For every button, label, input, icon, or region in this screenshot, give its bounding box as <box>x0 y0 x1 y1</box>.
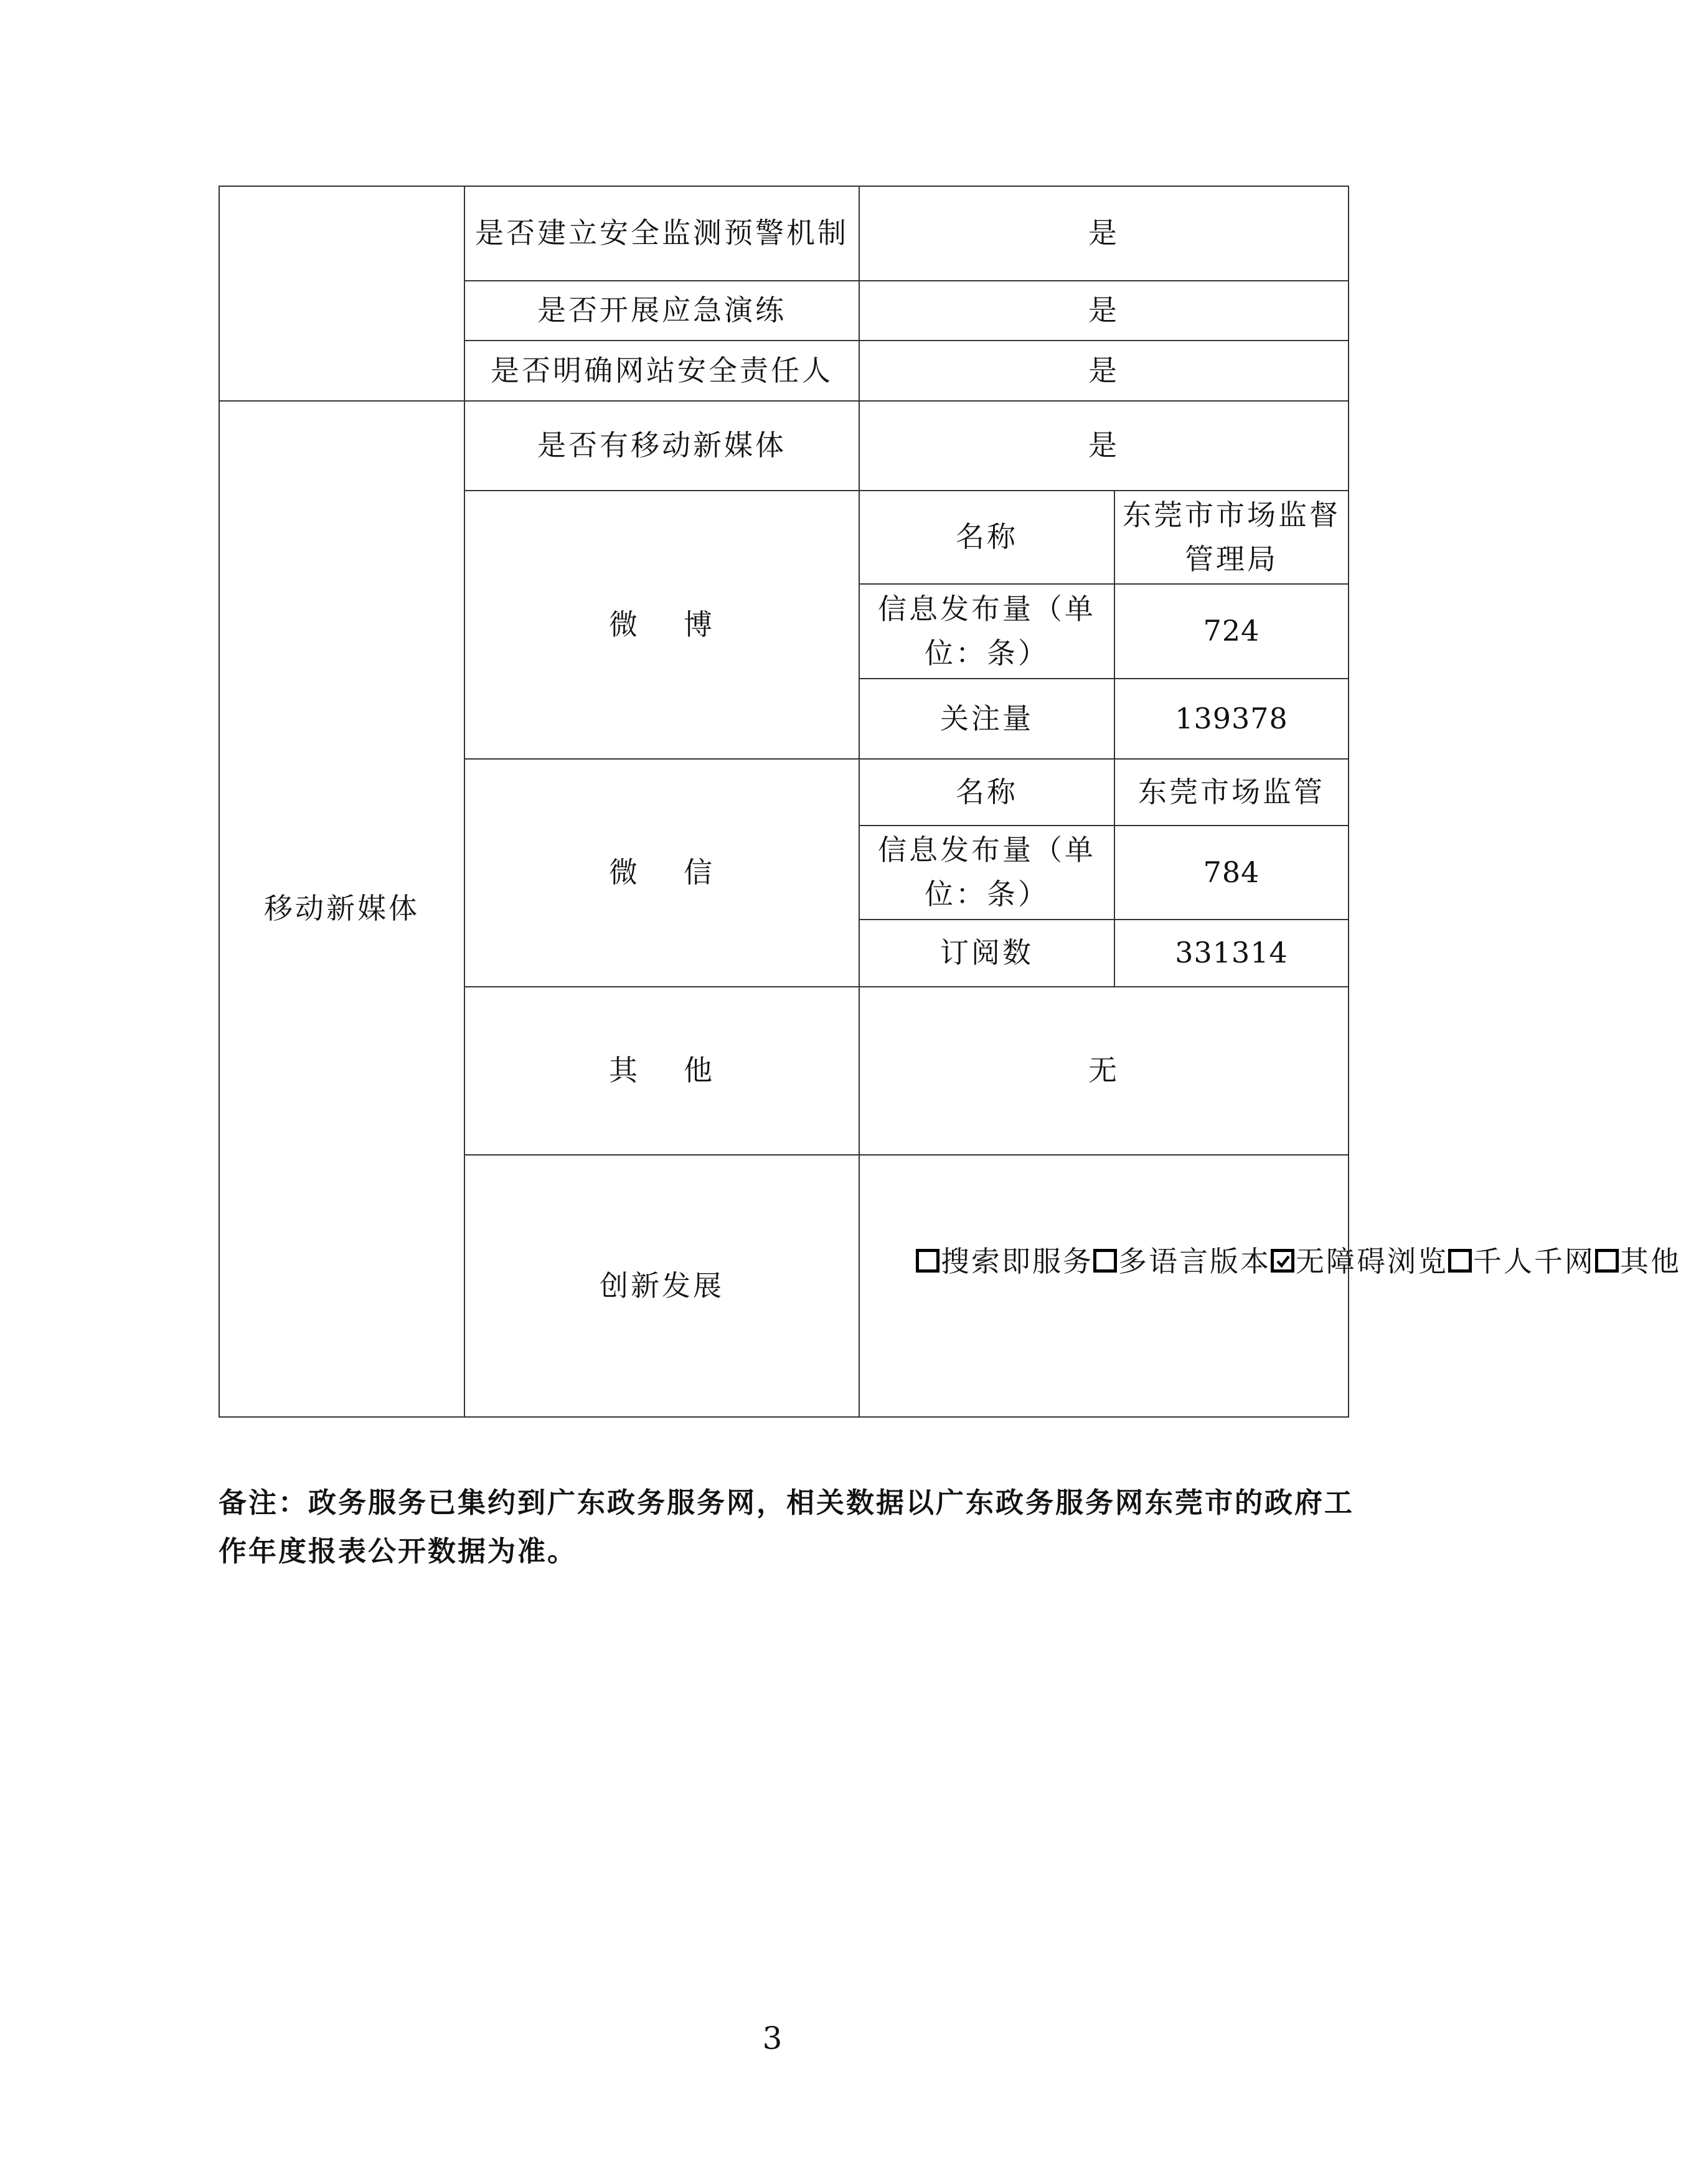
weibo-label-part-a: 微 <box>609 607 640 641</box>
other-label-part-b: 他 <box>684 1053 715 1088</box>
has-mobile-media-label: 是否有移动新媒体 <box>464 401 859 491</box>
page-number: 3 <box>762 2020 783 2056</box>
wechat-label-part-b: 信 <box>684 855 715 890</box>
checkbox-multilingual[interactable] <box>1093 1249 1117 1273</box>
other-label <box>464 987 859 1156</box>
responsible-person-value: 是 <box>859 341 1349 401</box>
weibo-posts-value: 724 <box>1114 584 1349 679</box>
other-value: 无 <box>859 987 1349 1156</box>
annual-report-table <box>219 186 1681 1418</box>
checkbox-other[interactable] <box>1595 1249 1619 1273</box>
warning-mechanism-label: 是否建立安全监测预警机制 <box>464 186 859 281</box>
emergency-drill-value: 是 <box>859 281 1349 341</box>
wechat-label-part-a: 微 <box>609 855 640 890</box>
wechat-posts-value: 784 <box>1114 826 1349 920</box>
option-accessibility <box>1271 1245 1448 1278</box>
other-label-part-a: 其 <box>609 1053 640 1088</box>
weibo-posts-label: 信息发布量（单位：条） <box>859 584 1114 679</box>
weibo-label <box>464 491 859 760</box>
wechat-subscribers-label: 订阅数 <box>859 920 1114 986</box>
option-label: 无障碍浏览 <box>1296 1245 1448 1279</box>
has-mobile-media-value: 是 <box>859 401 1349 491</box>
checkbox-personalized[interactable] <box>1448 1249 1472 1273</box>
option-multilingual <box>1093 1245 1271 1278</box>
wechat-label <box>464 759 859 986</box>
option-other <box>1595 1245 1681 1278</box>
weibo-name-value: 东莞市市场监督管理局 <box>1114 491 1349 585</box>
option-label: 其他 <box>1620 1245 1681 1279</box>
innovation-options <box>859 1155 1681 1417</box>
responsible-person-label: 是否明确网站安全责任人 <box>464 341 859 401</box>
option-search-as-service <box>916 1245 1093 1278</box>
weibo-followers-label: 关注量 <box>859 679 1114 759</box>
innovation-section-label: 创新发展 <box>464 1155 859 1417</box>
option-label: 多语言版本 <box>1118 1245 1271 1279</box>
warning-mechanism-value: 是 <box>859 186 1349 281</box>
checkbox-search-as-service[interactable] <box>916 1249 939 1273</box>
weibo-label-part-b: 博 <box>684 607 715 641</box>
option-label: 千人千网 <box>1473 1245 1595 1279</box>
mobile-media-section-label: 移动新媒体 <box>219 401 464 1417</box>
wechat-name-value: 东莞市场监管 <box>1114 759 1349 825</box>
weibo-followers-value: 139378 <box>1114 679 1349 759</box>
check-icon <box>1275 1253 1291 1269</box>
option-personalized <box>1448 1245 1595 1278</box>
emergency-drill-label: 是否开展应急演练 <box>464 281 859 341</box>
checkbox-accessibility[interactable] <box>1271 1249 1294 1273</box>
weibo-name-label: 名称 <box>859 491 1114 585</box>
wechat-posts-label: 信息发布量（单位：条） <box>859 826 1114 920</box>
wechat-name-label: 名称 <box>859 759 1114 825</box>
option-label: 搜索即服务 <box>941 1245 1093 1279</box>
remarks-note: 备注：政务服务已集约到广东政务服务网，相关数据以广东政务服务网东莞市的政府工作年度报表公开数据为准。 <box>219 1486 1355 1568</box>
security-section-cell <box>219 186 464 401</box>
wechat-subscribers-value: 331314 <box>1114 920 1349 986</box>
